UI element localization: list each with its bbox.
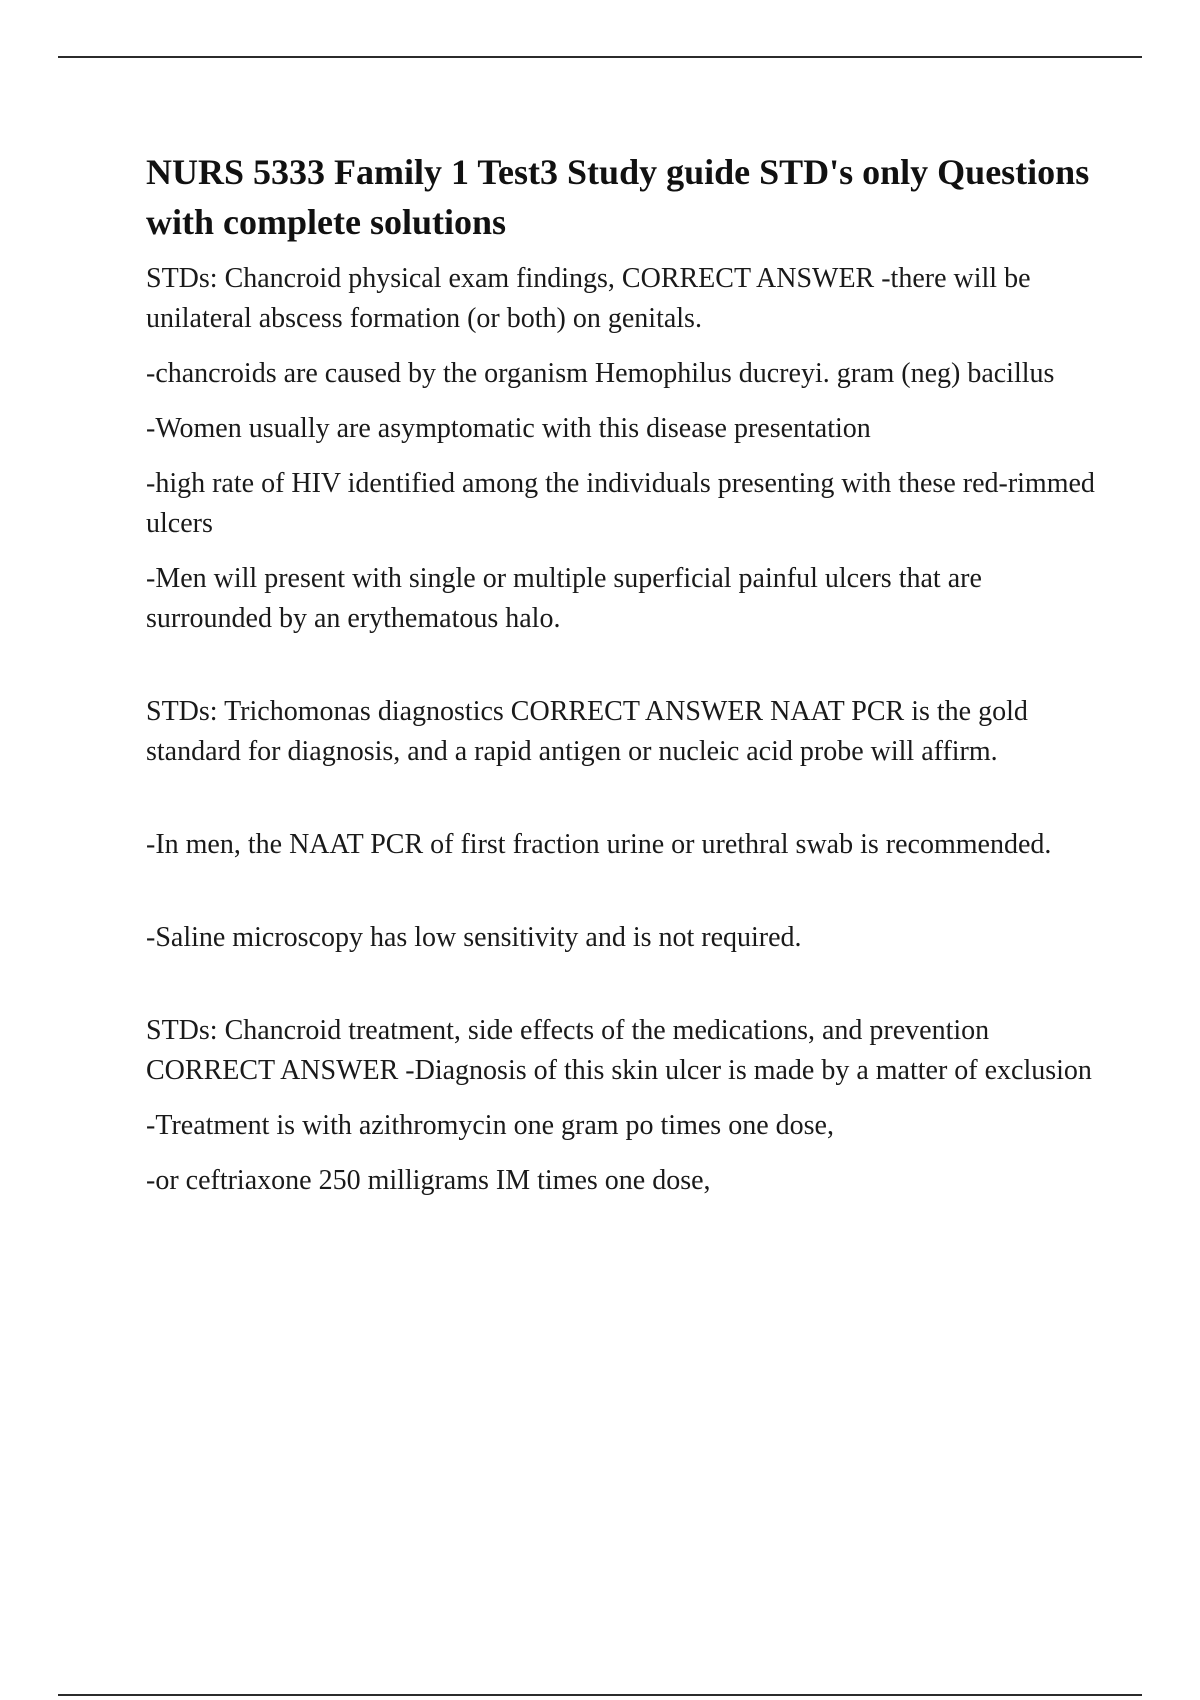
bottom-rule <box>58 1694 1142 1696</box>
paragraph: -Women usually are asymptomatic with this disease presentation <box>146 413 871 444</box>
spacer <box>146 787 1096 825</box>
paragraph: -high rate of HIV identified among the individuals presenting with these red-rimmed ulcers <box>146 468 1095 539</box>
paragraph: -or ceftriaxone 250 milligrams IM times one dose, <box>146 1165 711 1196</box>
paragraph: -Saline microscopy has low sensitivity and is not required. <box>146 922 802 953</box>
spacer <box>146 880 1096 918</box>
section-trichomonas-diagnostics <box>146 692 1096 772</box>
paragraph: -Men will present with single or multiple superficial painful ulcers that are surrounded by an erythematous halo. <box>146 563 982 634</box>
section-trichomonas-men <box>146 825 1096 865</box>
paragraph: STDs: Trichomonas diagnostics CORRECT ANSWER NAAT PCR is the gold standard for diagnosis, and a rapid antigen or nucleic acid probe will affirm. <box>146 696 1028 767</box>
paragraph: -Treatment is with azithromycin one gram po times one dose, <box>146 1110 834 1141</box>
section-chancroid-treatment <box>146 1011 1096 1201</box>
spacer <box>146 654 1096 692</box>
spacer <box>146 973 1096 1011</box>
paragraph: -chancroids are caused by the organism Hemophilus ducreyi. gram (neg) bacillus <box>146 358 1055 389</box>
section-chancroid-exam <box>146 259 1096 639</box>
top-rule <box>58 56 1142 58</box>
document-body <box>146 147 1096 1216</box>
document-title: NURS 5333 Family 1 Test3 Study guide STD's only Questions with complete solutions <box>146 152 1090 242</box>
section-saline-microscopy <box>146 918 1096 958</box>
paragraph: -In men, the NAAT PCR of first fraction urine or urethral swab is recommended. <box>146 829 1052 860</box>
paragraph: STDs: Chancroid physical exam findings, CORRECT ANSWER -there will be unilateral abscess formation (or both) on genitals. <box>146 263 1031 334</box>
paragraph: STDs: Chancroid treatment, side effects of the medications, and prevention CORRECT ANSWER -Diagnosis of this skin ulcer is made by a matter of exclusion <box>146 1015 1092 1086</box>
